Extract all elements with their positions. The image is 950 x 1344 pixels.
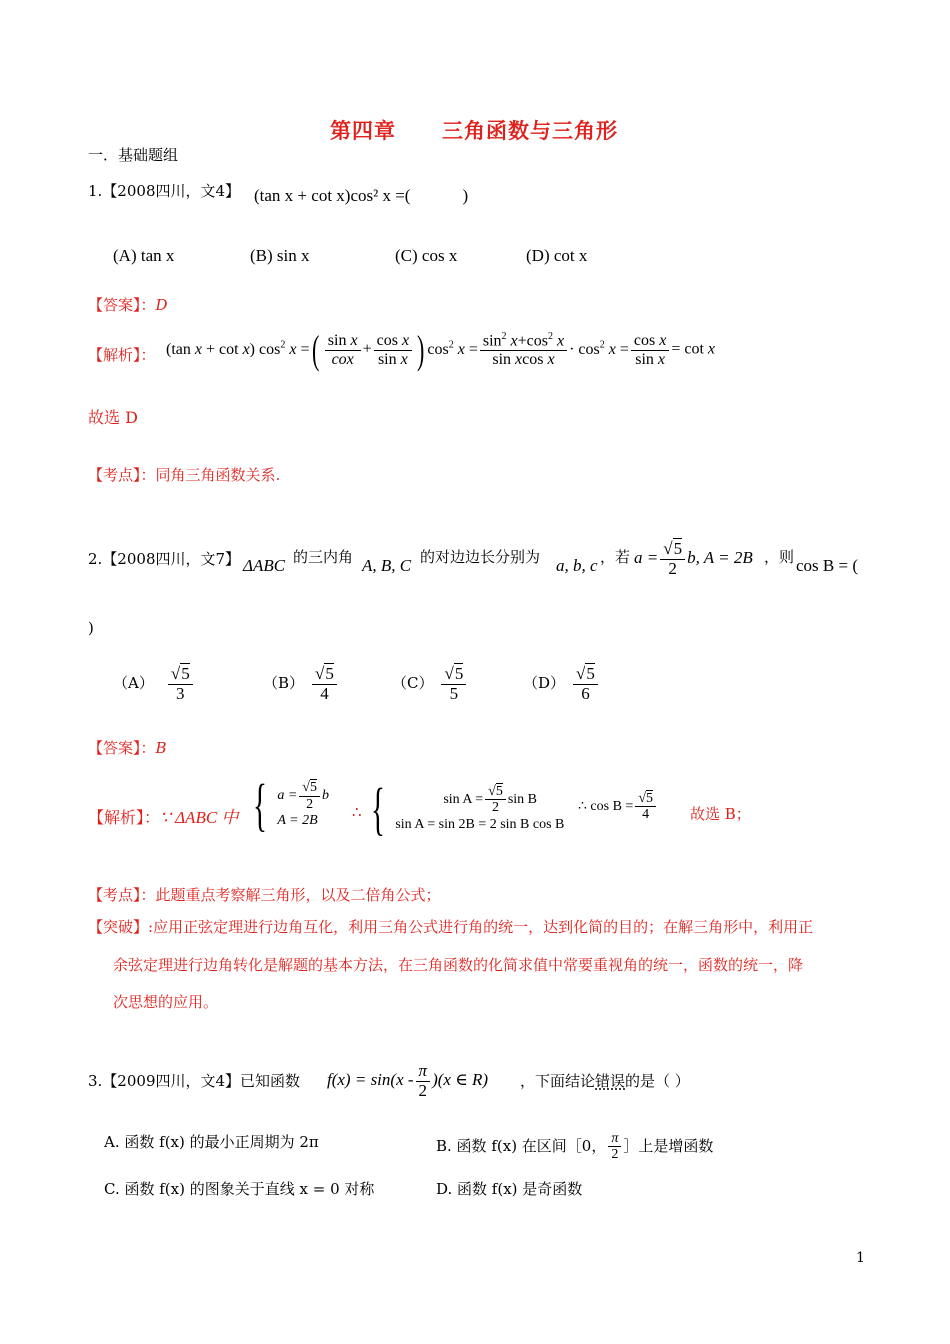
- q2-option-c: （C） $\frac{√5}{5}$: [392, 665, 468, 703]
- q2-option-b-den: 4: [320, 683, 329, 703]
- q2-text3: ，若: [600, 548, 631, 566]
- q2-point-text: 此题重点考察解三角形，以及二倍角公式；: [155, 886, 441, 904]
- q1-close-paren: ): [462, 186, 469, 205]
- q3-stem: [88, 1070, 300, 1091]
- q3-option-b-post: ］上是增函数: [623, 1136, 714, 1155]
- section-heading: 一．基础题组: [88, 146, 179, 164]
- q3-label: 3.【2009四川，文4】: [88, 1072, 241, 1090]
- q2-break: [88, 916, 813, 937]
- q1-option-d: (D) cot x: [526, 246, 588, 265]
- q1-option-a: (A) tan x: [113, 246, 175, 265]
- q2-answer: [88, 737, 167, 758]
- chapter-title: [330, 115, 618, 145]
- q2-therefore: ∴: [352, 803, 362, 821]
- q2-break-label: 【突破】:: [88, 918, 154, 936]
- q2-option-b-letter: （B）: [263, 674, 305, 693]
- q2-analysis: [88, 803, 238, 828]
- q3-func-tail: )(x ∈ R): [432, 1070, 489, 1090]
- q2-pick: 故选 B；: [690, 805, 751, 823]
- q1-stem: [254, 186, 468, 206]
- q2-point: [88, 884, 441, 905]
- q2-text1: 的三内角: [293, 548, 354, 566]
- q2-option-a-num: 5: [181, 664, 190, 683]
- q3-stem-tail: [520, 1070, 690, 1091]
- q3-option-a: A. 函数 f(x) 的最小正周期为 2π: [104, 1133, 319, 1151]
- q3-pi: π: [416, 1062, 431, 1082]
- q1-analysis: [88, 330, 156, 364]
- q1-analysis-formula: (tan x + cot x) $\cos^2 x$ =( $\frac{\text{sin x}}{\text{cox}}$ + $\frac{\text{cos x}}{\text{sin x}}$ ) $\cos^2 x$ = $\frac{\sin^2 x+\cos^2 x}{\text{sin xcos x}}$ · $\cos^2 x$ = $\frac{\text{cos x}}{\text{sin x}}$ = cot x: [166, 327, 716, 372]
- q2-result: ∴ cos B = $\frac{√5}{4}$: [578, 791, 658, 823]
- q2-triangle: ΔABC: [243, 556, 286, 575]
- q1-analysis-label: 【解析】：: [88, 346, 156, 364]
- q2-result-den: 4: [642, 807, 650, 823]
- q1-stem-text: (tan x + cot x)cos² x =(: [254, 186, 411, 205]
- q2-result-text: ∴ cos B =: [578, 799, 634, 815]
- q3-text3: 的是（ ）: [625, 1072, 690, 1090]
- q2-option-c-num: 5: [454, 664, 464, 683]
- q2-option-b-num: 5: [325, 664, 334, 683]
- q2-option-c-den: 5: [449, 683, 459, 703]
- page-number: 1: [856, 1250, 865, 1266]
- q2-option-d-num: 5: [586, 664, 595, 683]
- q3-func: f(x) = sin(x -: [327, 1070, 414, 1090]
- q2-sys1-c: A = 2B: [277, 813, 318, 829]
- q1-answer-value: D: [155, 296, 168, 314]
- chapter-number: 第四章: [330, 118, 396, 143]
- q2-cond-tail: b, A = 2B: [687, 548, 753, 568]
- q2-option-d-den: 6: [581, 683, 590, 703]
- q2-option-a-den: 3: [176, 683, 185, 703]
- q3-text2: ，下面结论: [520, 1072, 596, 1090]
- q2-analysis-label: 【解析】：: [88, 808, 161, 827]
- q1-conclusion: 故选 D: [88, 408, 138, 427]
- q1-answer: [88, 294, 168, 315]
- q1-point: [88, 464, 280, 485]
- q1-point-label: 【考点】：: [88, 466, 156, 484]
- chapter-name: 三角函数与三角形: [442, 118, 618, 143]
- q2-break-line-1: 应用正弦定理进行边角互化，利用三角公式进行角的统一，达到化简的目的；在解三角形中，利用正: [153, 918, 814, 936]
- q2-option-a-letter: （A）: [113, 674, 154, 693]
- q2-system-1: { a = $\frac{√5}{2}$ b A = 2B: [252, 772, 329, 837]
- q2-option-d-letter: （D）: [523, 674, 566, 693]
- q2-label: 2.【2008四川，文7】: [88, 550, 241, 568]
- q1-point-text: 同角三角函数关系.: [155, 466, 281, 484]
- q2-cond-a: a =: [634, 548, 659, 568]
- q2-text2: 的对边边长分别为: [420, 548, 541, 566]
- q2-option-d: （D） $\frac{√5}{6}$: [523, 665, 600, 703]
- q3-option-d: D. 函数 f(x) 是奇函数: [436, 1180, 583, 1198]
- q3-option-c: C. 函数 f(x) 的图象关于直线 x = 0 对称: [104, 1180, 375, 1198]
- q2-sys1-a: a =: [277, 788, 298, 804]
- q2-condition: a = $\frac{√5}{2}$ b, A = 2B: [634, 539, 753, 578]
- q2-sys2-a: sin A =: [443, 792, 484, 808]
- q3-wrong: 错误: [595, 1072, 626, 1090]
- q3-text1: 已知函数: [240, 1072, 301, 1090]
- q3-option-b-pi: π: [608, 1131, 621, 1147]
- q2-angles: A, B, C: [362, 556, 412, 575]
- q2-break-line-3: 次思想的应用。: [113, 993, 219, 1011]
- q2-ask: cos B = (: [796, 556, 858, 575]
- q3-two: 2: [418, 1080, 428, 1100]
- q2-answer-label: 【答案】：: [88, 739, 156, 757]
- q3-option-b: [436, 1131, 713, 1163]
- q2-break-line-2: 余弦定理进行边角转化是解题的基本方法，在三角函数的化简求值中常要重视角的统一，函数的统一，降: [113, 956, 804, 974]
- q2-sys2-c: sin A = sin 2B = 2 sin B cos B: [395, 816, 565, 832]
- q2-answer-value: B: [155, 739, 167, 757]
- q2-sys2-b: sin B: [507, 792, 538, 808]
- q2-because: ∵ ΔABC 中: [160, 808, 239, 827]
- q3-option-b-pre: B. 函数 f(x) 在区间［0，: [436, 1136, 607, 1155]
- q2-sides: a, b, c: [556, 556, 598, 575]
- q3-option-b-two: 2: [611, 1147, 619, 1163]
- q2-text4: ，则: [764, 548, 795, 566]
- q1-answer-label: 【答案】：: [88, 296, 156, 314]
- q1-option-c: (C) cos x: [395, 246, 458, 265]
- q3-function: [327, 1062, 488, 1100]
- q1-label: 1.【2008四川，文4】: [88, 182, 241, 200]
- q2-option-b: （B） $\frac{√5}{4}$: [263, 665, 339, 703]
- q1-option-b: (B) sin x: [250, 246, 310, 265]
- q2-option-c-letter: （C）: [392, 674, 434, 693]
- q2-option-a: （A） $\frac{√5}{3}$: [113, 665, 195, 703]
- q2-system-2: { sin A = $\frac{√5}{2}$ sin B sin A = sin 2B = 2 sin B cos B: [370, 776, 565, 841]
- q2-sys1-b: b: [321, 788, 329, 804]
- q2-point-label: 【考点】：: [88, 886, 156, 904]
- q2-close-paren: ): [88, 619, 94, 637]
